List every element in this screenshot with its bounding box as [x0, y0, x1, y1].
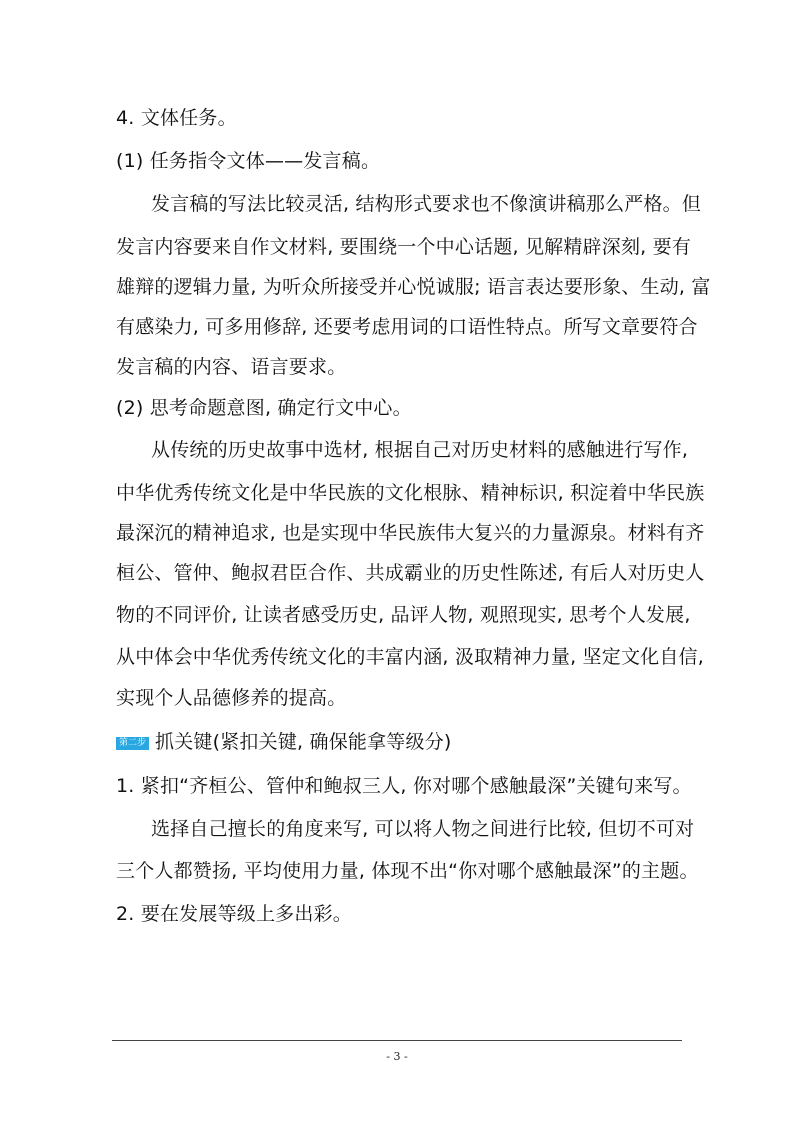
step-heading	[116, 730, 452, 754]
paragraph-line: 从中体会中华优秀传统文化的丰富内涵, 汲取精神力量, 坚定文化自信,	[116, 646, 704, 668]
heading-4-text-task: 4. 文体任务。	[116, 107, 237, 129]
step-title: 抓关键(紧扣关键, 确保能拿等级分)	[155, 731, 452, 753]
paragraph-line: 桓公、管仲、鲍叔君臣合作、共成霸业的历史性陈述, 有后人对历史人	[116, 562, 705, 584]
paragraph-line: 从传统的历史故事中选材, 根据自己对历史材料的感触进行写作,	[151, 439, 689, 461]
point-2: 2. 要在发展等级上多出彩。	[116, 903, 352, 925]
paragraph-line: 发言稿的写法比较灵活, 结构形式要求也不像演讲稿那么严格。但	[151, 193, 702, 215]
page-number: - 3 -	[386, 1050, 408, 1063]
paragraph-line: 中华优秀传统文化是中华民族的文化根脉、精神标识, 积淀着中华民族	[116, 482, 705, 504]
paragraph-line: 最深沉的精神追求, 也是实现中华民族伟大复兴的力量源泉。材料有齐	[116, 522, 705, 544]
paragraph-line: 雄辩的逻辑力量, 为听众所接受并心悦诚服; 语言表达要形象、生动, 富	[116, 276, 711, 298]
paragraph-line: 实现个人品德修养的提高。	[116, 687, 347, 709]
step-badge: 第二步	[116, 737, 149, 750]
paragraph-line: 有感染力, 可多用修辞, 还要考虑用词的口语性特点。所写文章要符合	[116, 316, 698, 338]
footer-rule	[112, 1040, 682, 1041]
paragraph-line: 三个人都赞扬, 平均使用力量, 体现不出“你对哪个感触最深”的主题。	[116, 860, 699, 882]
point-1: 1. 紧扣“齐桓公、管仲和鲍叔三人, 你对哪个感触最深”关键句来写。	[116, 775, 692, 797]
subheading-2-intent: (2) 思考命题意图, 确定行文中心。	[116, 397, 412, 419]
paragraph-line: 选择自己擅长的角度来写, 可以将人物之间进行比较, 但切不可对	[151, 818, 695, 840]
subheading-1-genre: (1) 任务指令文体——发言稿。	[116, 150, 381, 172]
paragraph-line: 发言内容要来自作文材料, 要围绕一个中心话题, 见解精辟深刻, 要有	[116, 236, 692, 258]
paragraph-line: 物的不同评价, 让读者感受历史, 品评人物, 观照现实, 思考个人发展,	[116, 604, 691, 626]
paragraph-line: 发言稿的内容、语言要求。	[116, 356, 347, 378]
